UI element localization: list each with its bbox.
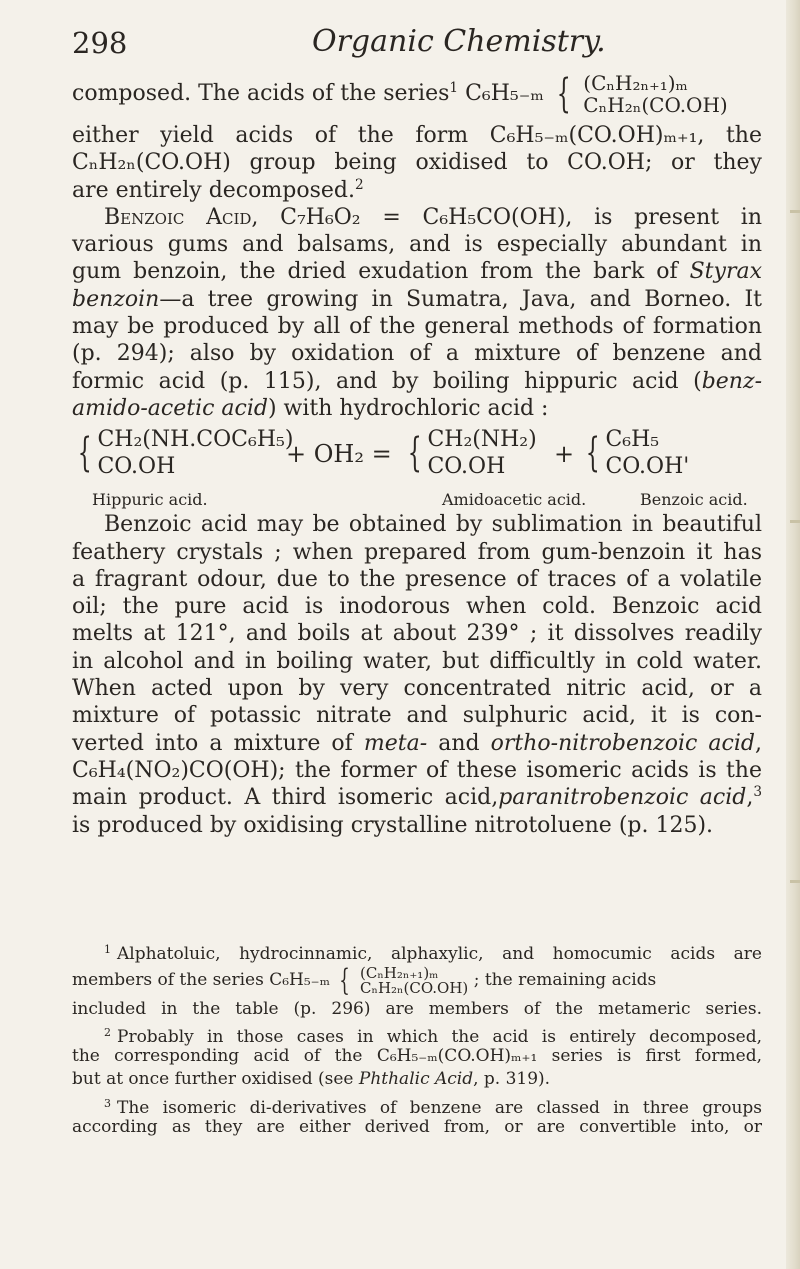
footnote-mark: 2: [104, 1026, 111, 1040]
text-line: (p. 294); also by oxidation of a mixture of benzene and: [72, 341, 762, 367]
text-line: mixture of potassic nitrate and sulphuric acid, it is con-: [72, 703, 762, 729]
footnote-line: the corresponding acid of the C₆H₅₋ₘ(CO.OH)ₘ₊₁ series is first formed,: [72, 1045, 762, 1066]
text-line: verted into a mixture of meta- and ortho-nitrobenzoic acid,: [72, 730, 762, 756]
text-line: gum benzoin, the dried exudation from the bark of Styrax: [72, 259, 762, 285]
caption-hippuric: Hippuric acid.: [92, 490, 208, 510]
text-line: When acted upon by very concentrated nitric acid, or a: [72, 676, 762, 702]
page-edge: [786, 0, 800, 1269]
section-term: Benzoic Acid: [104, 204, 252, 230]
text-line: composed. The acids of the series$^1$ C₆H₅₋ₘ { (CₙH₂ₙ₊₁)ₘ CₙH₂ₙ(CO.OH): [72, 71, 728, 117]
footnote-line: $^2$ Probably in those cases in which the acid is entirely decomposed,: [104, 1026, 762, 1048]
text-line: either yield acids of the form C₆H₅₋ₘ(CO.OH)ₘ₊₁, the: [72, 123, 762, 148]
text-line: Benzoic acid may be obtained by sublimation in beautiful: [104, 512, 762, 538]
edge-mark: [790, 520, 800, 523]
text-line: main product. A third isomeric acid,paranitrobenzoic acid,$^3$: [72, 784, 763, 811]
equation-term-benzoic: { C₆H₅ CO.OH': [585, 427, 690, 480]
formula-brace: { (CₙH₂ₙ₊₁)ₘ CₙH₂ₙ(CO.OH): [339, 962, 469, 998]
footnote-ref: 1: [449, 79, 459, 96]
text-line: is produced by oxidising crystalline nitrotoluene (p. 125).: [72, 812, 714, 838]
footnote-mark: 1: [104, 943, 111, 956]
edge-mark: [790, 880, 800, 883]
footnote-mark: 3: [104, 1096, 111, 1110]
formula-stack: (CₙH₂ₙ₊₁)ₘ CₙH₂ₙ(CO.OH): [583, 71, 728, 117]
caption-amidoacetic: Amidoacetic acid.: [442, 490, 587, 510]
caption-benzoic: Benzoic acid.: [640, 490, 748, 510]
text-line: benzoin—a tree growing in Sumatra, Java, and Borneo. It: [72, 286, 762, 312]
page-number: 298: [72, 26, 128, 60]
formula-base: C₆H₅₋ₘ: [465, 81, 544, 106]
edge-mark: [790, 210, 800, 213]
formula-brace: [551, 72, 728, 116]
running-title: Organic Chemistry.: [312, 24, 606, 59]
text-line: oil; the pure acid is inodorous when cold. Benzoic acid: [72, 594, 762, 620]
text-line: formic acid (p. 115), and by boiling hippuric acid (benz-: [72, 368, 762, 394]
main-text: [72, 72, 762, 839]
brace-glyph: {: [556, 71, 571, 117]
text-line: C₆H₄(NO₂)CO(OH); the former of these isomeric acids is the: [72, 757, 762, 783]
footnote-line: members of the series C₆H₅₋ₘ { (CₙH₂ₙ₊₁)ₘ CₙH₂ₙ(CO.OH) ; the remaining acids: [72, 962, 657, 998]
footnote-line: $^1$ Alphatoluic, hydrocinnamic, alphaxylic, and homocumic acids are: [104, 943, 762, 964]
text-line: various gums and balsams, and is especially abundant in: [72, 232, 762, 258]
footnote-ref: 3: [753, 784, 763, 801]
reaction-equation: [72, 426, 762, 486]
footnote-line: $^3$ The isomeric di-derivatives of benzene are classed in three groups: [104, 1096, 762, 1118]
equation-operator: +: [554, 440, 575, 469]
text-line: Benzoic Acid, C₇H₆O₂ = C₆H₅CO(OH), is present in: [104, 204, 762, 230]
footnote-line: according as they are either derived from, or are convertible into, or: [72, 1116, 762, 1137]
footnote-ref: 2: [354, 176, 364, 193]
text-line: melts at 121°, and boils at about 239° ; it dissolves readily: [72, 621, 762, 647]
text-line: may be produced by all of the general methods of formation: [72, 314, 762, 340]
footnote-line: but at once further oxidised (see Phthalic Acid, p. 319).: [72, 1069, 551, 1090]
equation-operator: + OH₂ =: [286, 440, 392, 469]
text-line: are entirely decomposed.$^2$: [72, 176, 364, 203]
equation-term-hippuric: { CH₂(NH.COC₆H₅) CO.OH: [77, 427, 294, 480]
text-line: CₙH₂ₙ(CO.OH) group being oxidised to CO.OH; or they: [72, 150, 762, 176]
text-line: amido-acetic acid) with hydrochloric acid :: [72, 395, 549, 421]
footnote-line: included in the table (p. 296) are members of the metameric series.: [72, 998, 762, 1019]
text-line: feathery crystals ; when prepared from gum-benzoin it has: [72, 539, 762, 565]
page-header: [72, 14, 762, 66]
footnotes: [72, 938, 762, 1139]
equation-term-amidoacetic: { CH₂(NH₂) CO.OH: [407, 427, 537, 480]
text-line: a fragrant odour, due to the presence of traces of a volatile: [72, 566, 762, 592]
brace-glyph: {: [339, 962, 351, 998]
equation-captions: [72, 486, 762, 511]
text-line: in alcohol and in boiling water, but difficultly in cold water.: [72, 648, 762, 674]
